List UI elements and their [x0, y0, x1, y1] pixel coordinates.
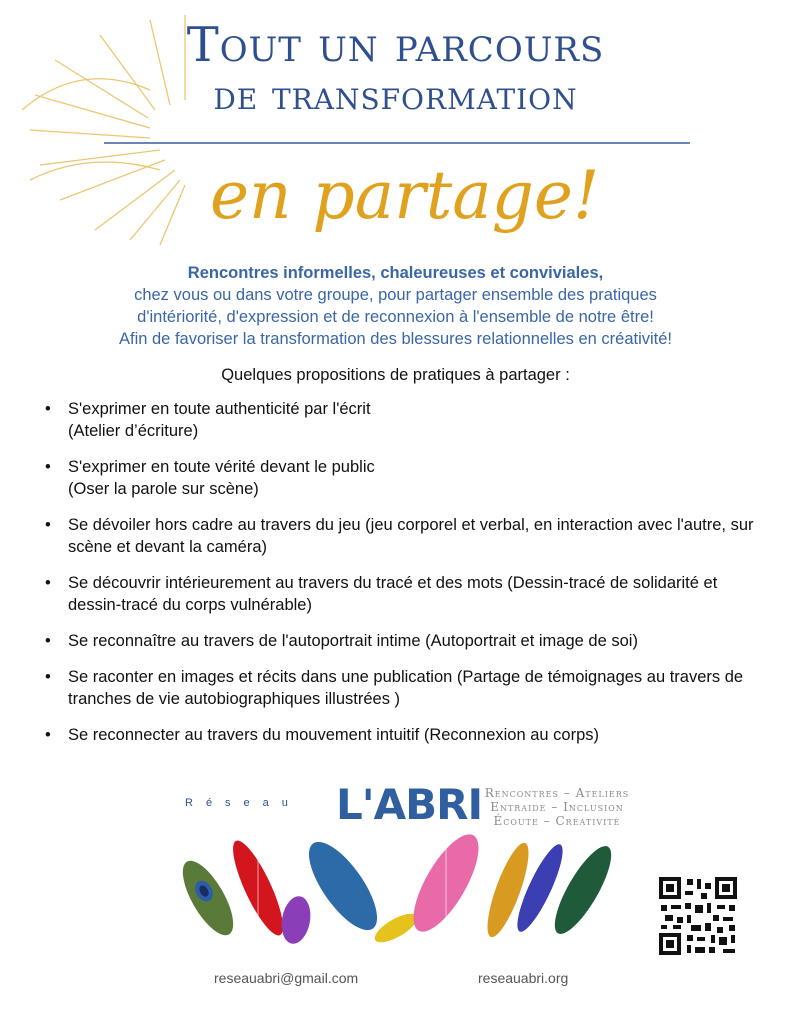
script-subtitle: en partage!: [210, 157, 600, 234]
logo-tagline-1: Rencontres – Ateliers: [484, 786, 630, 800]
logo-reseau: Réseau: [185, 797, 301, 809]
blue-feather: [297, 832, 389, 940]
intro-line-2: chez vous ou dans votre groupe, pour partager ensemble des pratiques: [134, 286, 657, 304]
qr-code-icon: [657, 875, 739, 957]
list-item: [48, 666, 768, 710]
practice-main: • S'exprimer en toute vérité devant le public: [68, 458, 375, 476]
propositions-heading: Quelques propositions de pratiques à partager :: [221, 366, 570, 384]
practice-sub: (Oser la parole sur scène): [68, 480, 259, 498]
practice-main: • Se raconter en images et récits dans une publication (Partage de témoignages au travers de tranches de vie autobiographiques illustrées ): [68, 668, 744, 708]
footer-email[interactable]: reseauabri@gmail.com: [214, 970, 359, 986]
practice-main: • Se reconnaître au travers de l'autoportrait intime (Autoportrait et image de soi): [68, 632, 638, 650]
title-divider: [104, 142, 690, 144]
intro-paragraph: [40, 262, 751, 350]
intro-line-1: Rencontres informelles, chaleureuses et conviviales,: [187, 264, 604, 282]
intro-line-3: d'intériorité, d'expression et de reconnexion à l'ensemble de notre être!: [137, 308, 654, 326]
list-item: [48, 572, 768, 616]
feathers-illustration: [178, 828, 618, 960]
list-item: [48, 724, 768, 746]
list-item: [48, 630, 768, 652]
practice-sub: (Atelier d’écriture): [68, 422, 199, 440]
list-item: [48, 514, 768, 558]
logo-tagline-2: Entraide – Inclusion: [490, 800, 624, 814]
list-item: [48, 456, 768, 500]
peacock-feather: [178, 854, 243, 943]
logo-name: L'ABRI: [336, 780, 483, 829]
footer-website[interactable]: reseauabri.org: [478, 970, 569, 986]
practice-main: • S'exprimer en toute authenticité par l'écrit: [68, 400, 371, 418]
practice-main: • Se reconnecter au travers du mouvement intuitif (Reconnexion au corps): [68, 726, 600, 744]
list-item: [48, 398, 768, 442]
practice-main: • Se dévoiler hors cadre au travers du jeu (jeu corporel et verbal, en interaction avec l'autre, sur scène et devant la caméra): [68, 516, 754, 556]
title-line-2: de transformation: [213, 73, 578, 119]
practices-list: [48, 398, 768, 760]
title-line-1: Tout un parcours: [186, 17, 605, 73]
practice-main: • Se découvrir intérieurement au travers du tracé et des mots (Dessin-tracé de solidarité et dessin-tracé du corps vulnérable): [68, 574, 718, 614]
intro-line-4: Afin de favoriser la transformation des blessures relationnelles en créativité!: [118, 330, 673, 348]
logo-tagline-3: Écoute – Créativité: [493, 814, 621, 828]
purple-feather: [278, 894, 314, 946]
